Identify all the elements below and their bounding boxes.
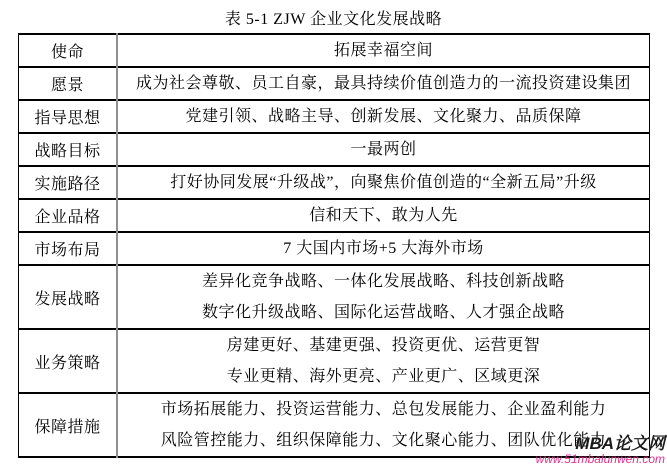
row-content [117, 393, 650, 457]
strategy-table [18, 33, 650, 458]
row-label: 市场布局 [19, 232, 118, 265]
row-label: 保障措施 [19, 393, 118, 457]
row-label: 发展战略 [19, 265, 118, 329]
row-label: 企业品格 [19, 199, 118, 232]
row-content [117, 265, 650, 329]
table-row [19, 199, 650, 232]
table-row [19, 393, 650, 457]
row-content [117, 329, 650, 393]
table-row [19, 100, 650, 133]
row-label: 战略目标 [19, 133, 118, 166]
content-line: 打好协同发展“升级战”，向聚焦价值创造的“全新五局”升级 [170, 174, 597, 191]
content-line: 党建引领、战略主导、创新发展、文化聚力、品质保障 [185, 108, 582, 125]
table-row [19, 232, 650, 265]
watermark-site-name: MBA论文网 [575, 434, 665, 453]
row-content [117, 67, 650, 100]
content-line: 市场拓展能力、投资运营能力、总包发展能力、企业盈利能力 [160, 401, 607, 418]
row-content [117, 199, 650, 232]
row-content [117, 34, 650, 67]
row-label: 指导思想 [19, 100, 118, 133]
page-title: 表 5-1 ZJW 企业文化发展战略 [224, 11, 443, 28]
table-row [19, 329, 650, 393]
table-row [19, 265, 650, 329]
table-row [19, 67, 650, 100]
content-line: 专业更精、海外更亮、产业更广、区域更深 [226, 368, 541, 385]
content-line: 成为社会尊敬、员工自豪，最具持续价值创造力的一流投资建设集团 [135, 75, 631, 92]
row-label: 业务策略 [19, 329, 118, 393]
content-line: 7 大国内市场+5 大海外市场 [283, 240, 484, 257]
row-content [117, 133, 650, 166]
content-line: 拓展幸福空间 [333, 42, 433, 59]
row-content [117, 100, 650, 133]
row-label: 使命 [19, 34, 118, 67]
content-line: 一最两创 [350, 141, 417, 158]
content-line: 信和天下、敢为人先 [309, 207, 458, 224]
content-line: 数字化升级战略、国际化运营战略、人才强企战略 [201, 304, 565, 321]
table-row [19, 166, 650, 199]
row-label: 实施路径 [19, 166, 118, 199]
content-line: 差异化竞争战略、一体化发展战略、科技创新战略 [201, 273, 565, 290]
table-row [19, 34, 650, 67]
content-line: 风险管控能力、组织保障能力、文化聚心能力、团队优化能力 [160, 432, 607, 449]
row-label: 愿景 [19, 67, 118, 100]
content-line: 房建更好、基建更强、投资更优、运营更智 [226, 337, 541, 354]
row-content [117, 232, 650, 265]
table-row [19, 133, 650, 166]
watermark-site-url: www.51mbalunwen.com [535, 452, 665, 466]
row-content [117, 166, 650, 199]
